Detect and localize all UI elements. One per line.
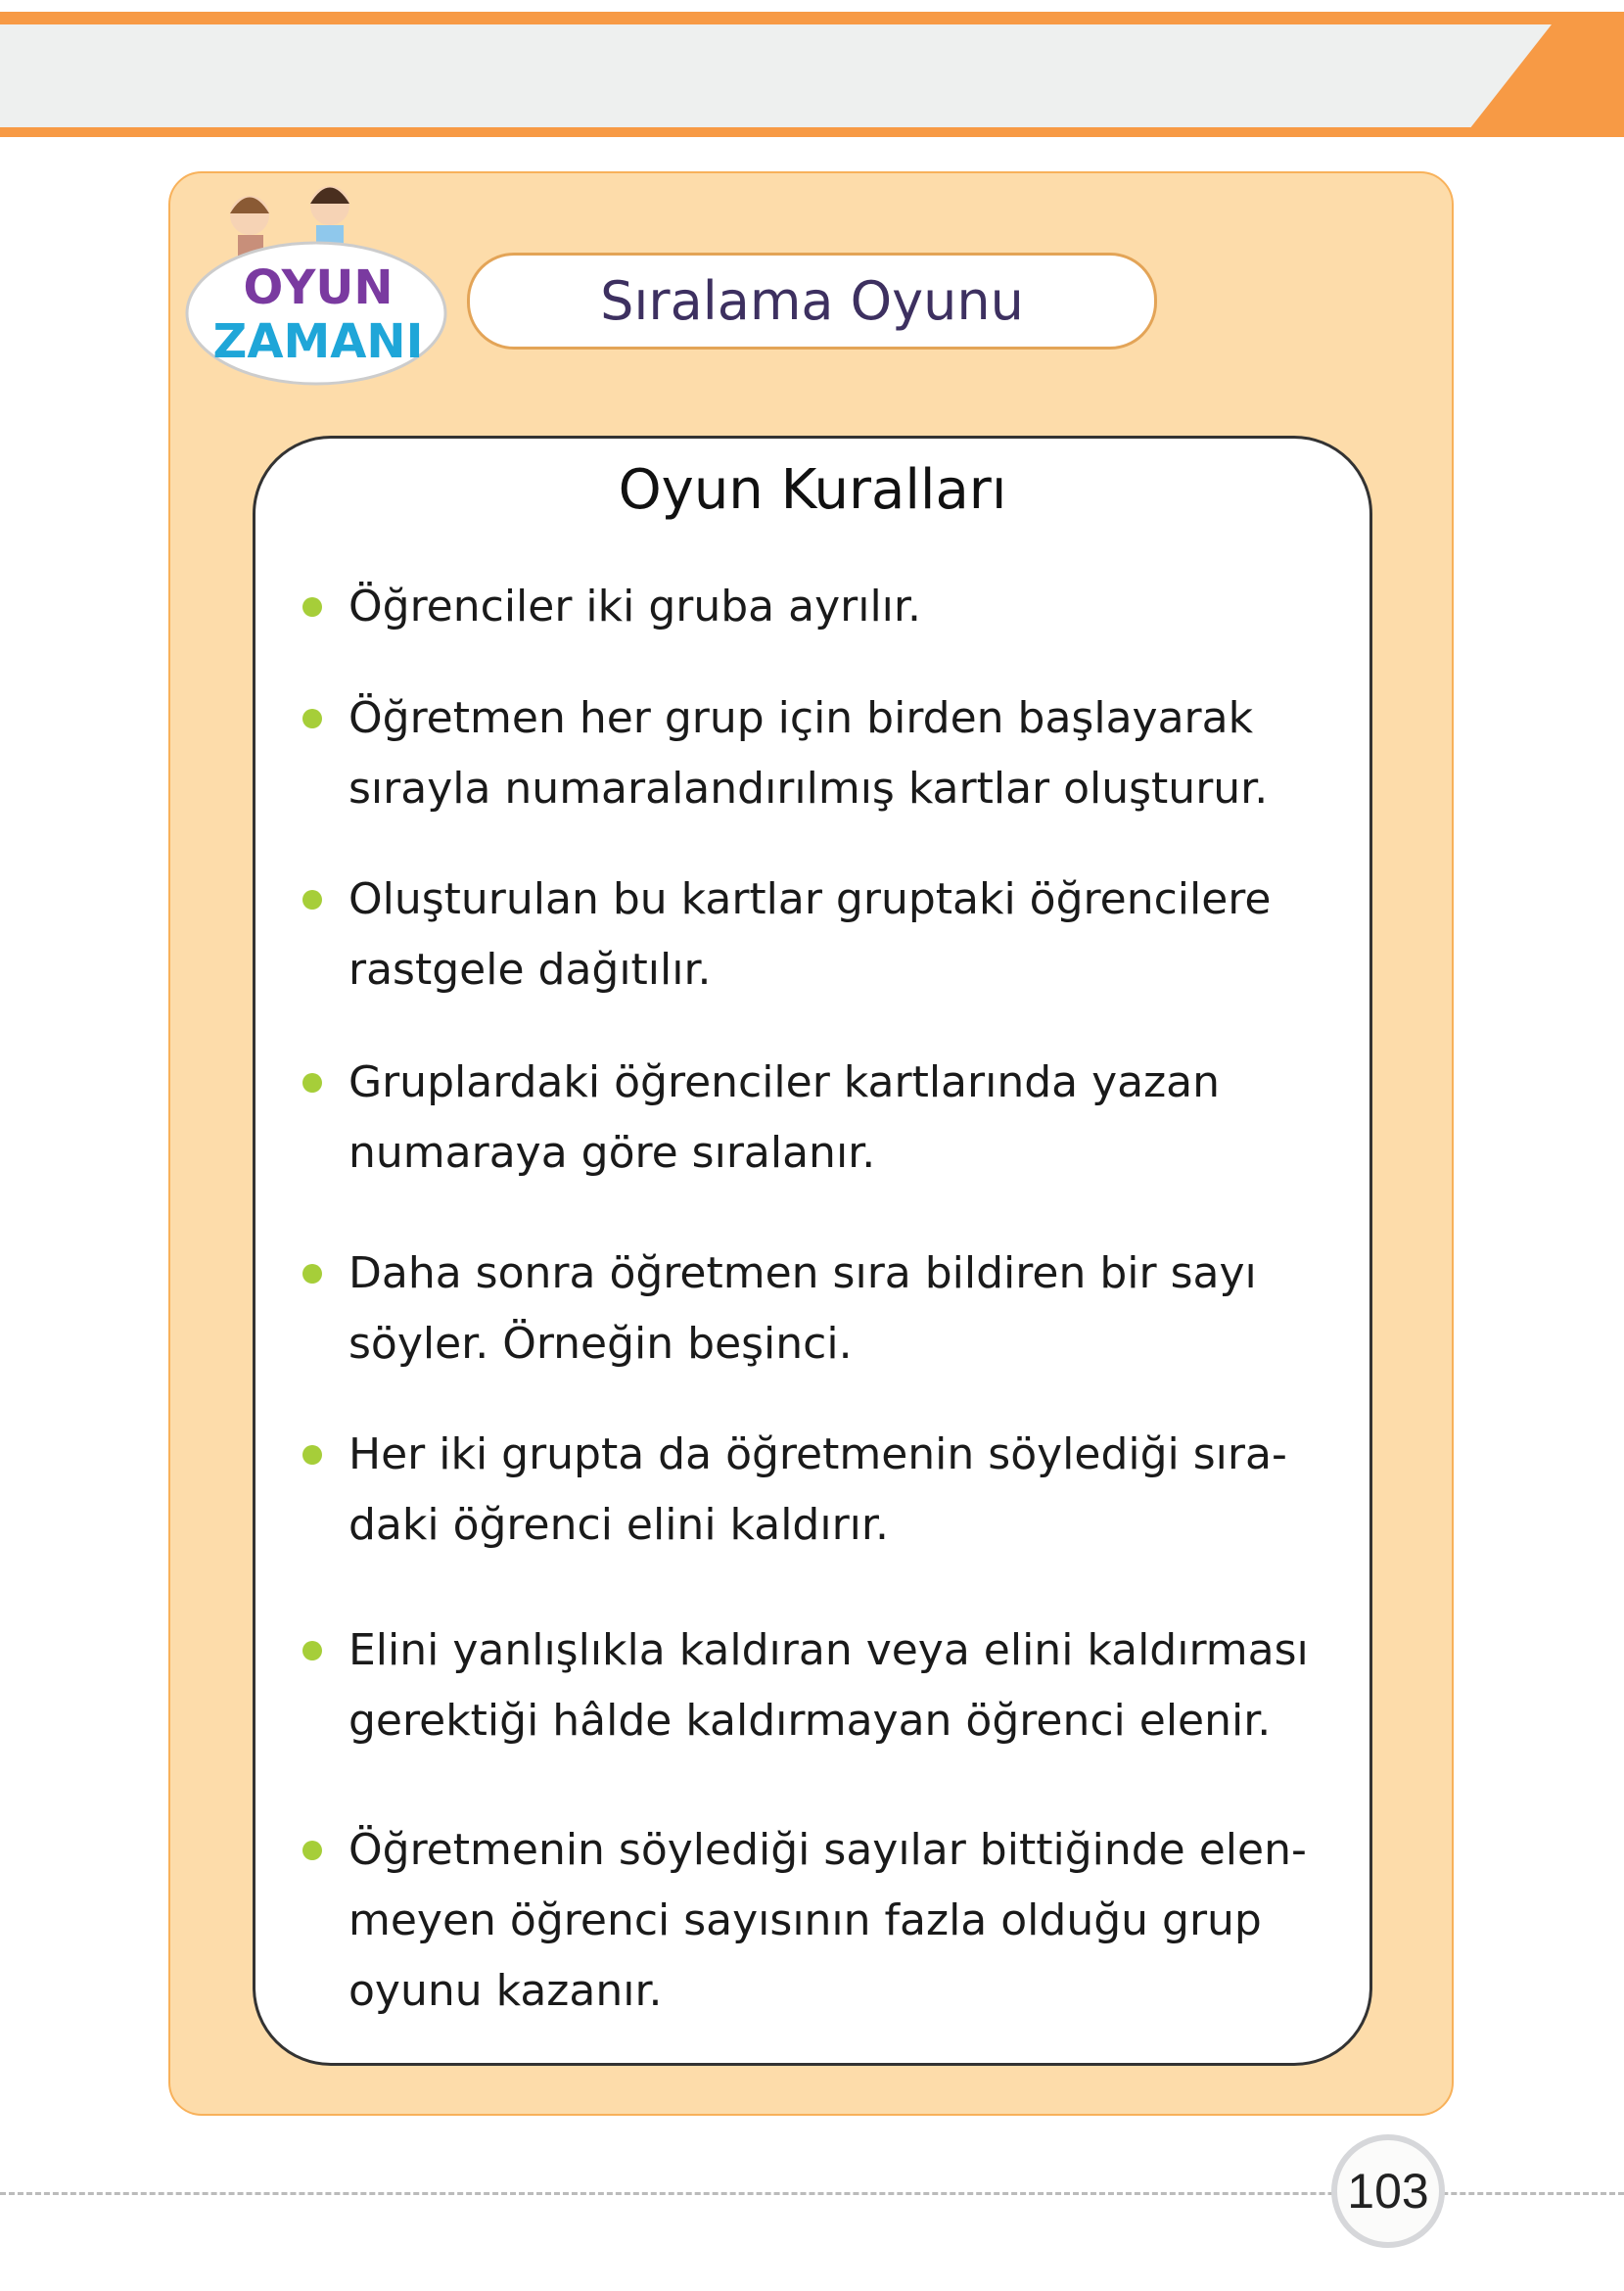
rule-line: Elini yanlışlıkla kaldıran veya elini kaldırması bbox=[348, 1625, 1309, 1675]
rule-line: Öğretmen her grup için birden başlayarak bbox=[348, 693, 1254, 743]
game-title: Sıralama Oyunu bbox=[467, 253, 1157, 350]
bullet-icon bbox=[302, 1841, 322, 1860]
rule-line: Öğrenciler iki gruba ayrılır. bbox=[348, 582, 921, 631]
rules-card bbox=[253, 436, 1372, 2066]
rule-item bbox=[348, 1239, 1347, 1379]
rule-item bbox=[348, 865, 1347, 1005]
rule-item bbox=[348, 1420, 1347, 1561]
bullet-icon bbox=[302, 1073, 322, 1093]
rule-line: numaraya göre sıralanır. bbox=[348, 1128, 876, 1178]
rule-line: Gruplardaki öğrenciler kartlarında yazan bbox=[348, 1057, 1221, 1107]
bullet-icon bbox=[302, 709, 322, 728]
rule-item bbox=[348, 1615, 1347, 1756]
rule-item bbox=[348, 683, 1347, 824]
rule-item bbox=[348, 572, 1347, 642]
bullet-icon bbox=[302, 1641, 322, 1660]
rule-line: gerektiği hâlde kaldırmayan öğrenci elenir. bbox=[348, 1696, 1272, 1746]
rule-line: Daha sonra öğretmen sıra bildiren bir sayı bbox=[348, 1248, 1257, 1298]
rule-line: söyler. Örneğin beşinci. bbox=[348, 1319, 853, 1369]
rule-item bbox=[348, 1048, 1347, 1189]
rule-line: Oluşturulan bu kartlar gruptaki öğrencilere bbox=[348, 874, 1272, 924]
rule-line: Her iki grupta da öğretmenin söylediği sıra- bbox=[348, 1429, 1287, 1479]
bullet-icon bbox=[302, 1445, 322, 1465]
bullet-icon bbox=[302, 597, 322, 617]
rule-line: meyen öğrenci sayısının fazla olduğu grup bbox=[348, 1895, 1262, 1945]
rule-line: daki öğrenci elini kaldırır. bbox=[348, 1500, 889, 1550]
svg-text:ZAMANI: ZAMANI bbox=[212, 314, 424, 369]
rule-line: rastgele dağıtılır. bbox=[348, 945, 712, 995]
rule-line: sırayla numaralandırılmış kartlar oluşturur. bbox=[348, 764, 1269, 814]
bullet-icon bbox=[302, 1264, 322, 1284]
page-number: 103 bbox=[1331, 2134, 1445, 2248]
bullet-icon bbox=[302, 890, 322, 910]
rule-item bbox=[348, 1815, 1347, 2027]
rule-line: Öğretmenin söylediği sayılar bittiğinde elen- bbox=[348, 1825, 1307, 1875]
svg-text:OYUN: OYUN bbox=[243, 260, 394, 315]
oyun-zamani-logo bbox=[181, 176, 455, 392]
rules-heading: Oyun Kuralları bbox=[618, 458, 1007, 522]
rule-line: oyunu kazanır. bbox=[348, 1966, 663, 2016]
header-strip bbox=[0, 24, 1552, 127]
